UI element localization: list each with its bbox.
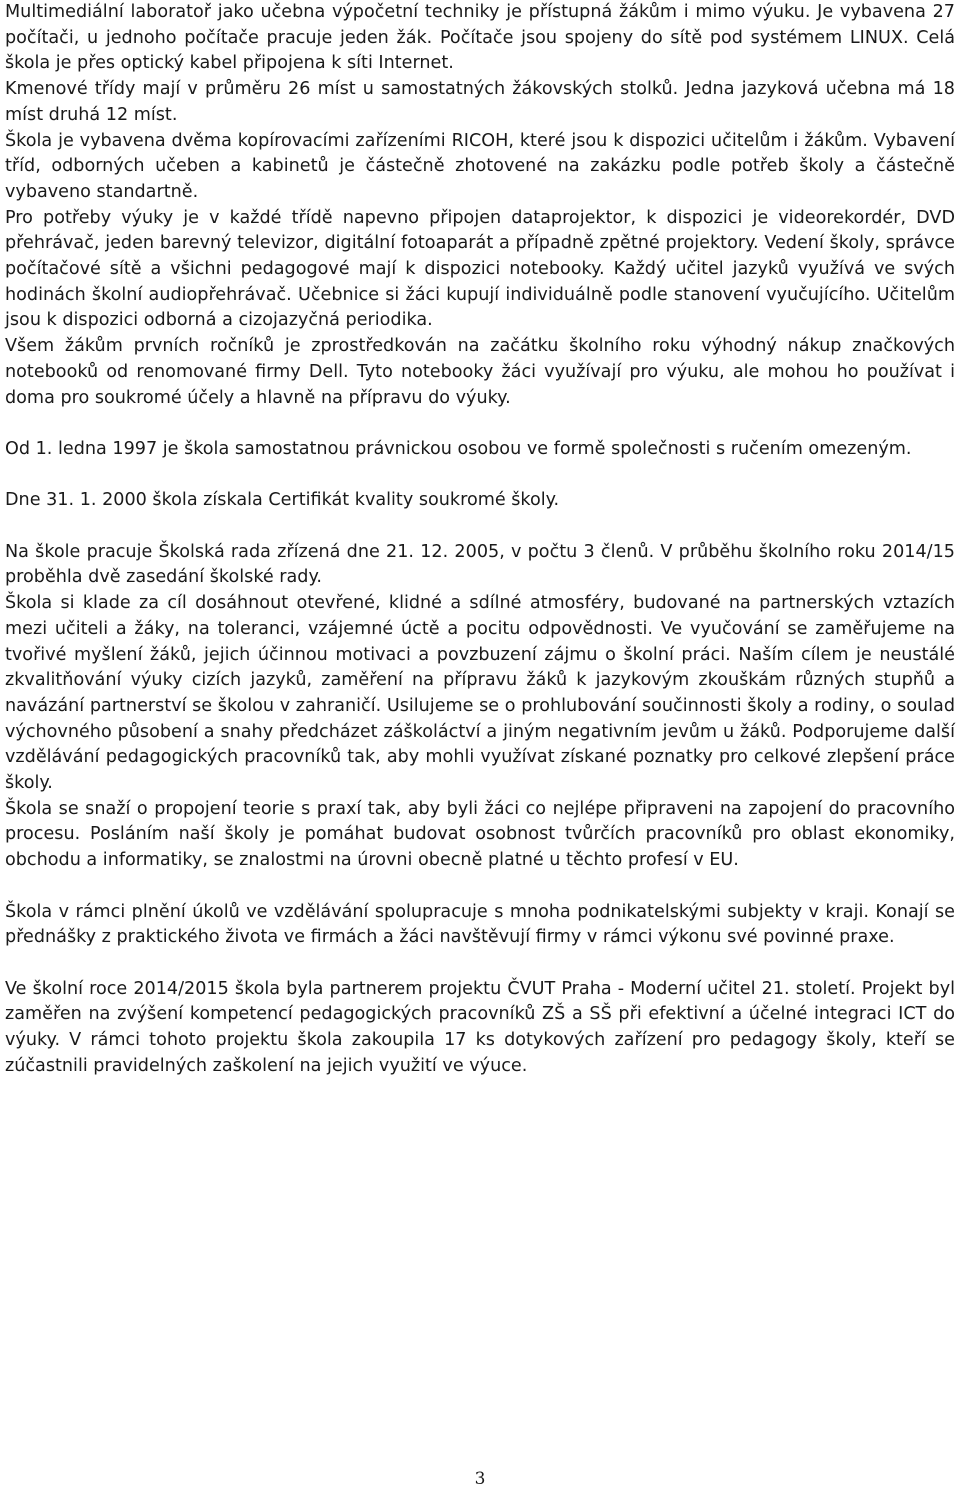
block-school-goals	[5, 591, 955, 874]
paragraph-legal-form: Od 1. ledna 1997 je škola samostatnou právnickou osobou ve formě společnosti s ručením omezeným.	[5, 438, 912, 459]
block-teaching-aids	[5, 206, 955, 412]
paragraph-school-mission: Škola se snaží o propojení teorie s praxí tak, aby byli žáci co nejlépe připraveni na zapojení do pracovního procesu. Posláním naší školy je pomáhat budovat osobnost tvůrčích pracovníků pro oblast ekonomiky, obchodu a informatiky, se znalostmi na úrovni obecně platné u těchto profesí v EU.	[5, 798, 955, 871]
block-classrooms	[5, 77, 955, 206]
paragraph-school-council: Na škole pracuje Školská rada zřízená dne 21. 12. 2005, v počtu 3 členů. V průběhu školního roku 2014/15 proběhla dvě zasedání školské rady.	[5, 541, 955, 588]
paragraph-cvut-project: Ve školní roce 2014/2015 škola byla partnerem projektu ČVUT Praha - Moderní učitel 21. století. Projekt byl zaměřen na zvýšení kompetencí pedagogických pracovníků ZŠ a SŠ při efektivní a účelné integraci ICT do výuky. V rámci tohoto projektu škola zakoupila 17 ks dotykových zařízení pro pedagogy školy, kteří se zúčastnili pravidelných zaškolení na jejich využití ve výuce.	[5, 978, 955, 1076]
paragraph-school-goals: Škola si klade za cíl dosáhnout otevřené, klidné a sdílné atmosféry, budované na partnerských vztazích mezi učiteli a žáky, na toleranci, vzájemné úctě a pocitu odpovědnosti. Ve vyučování se zaměřujeme na tvořivé myšlení žáků, jejich účinnou motivaci a povzbuzení zájmu o školní práci. Naším cílem je neustálé zkvalitňování výuky cizích jazyků, zaměření na přípravu žáků k jazykovým zkouškám různých stupňů a navázání partnerství se školou v zahraničí. Usilujeme se o prohlubování součinnosti školy a rodiny, o soulad výchovného působení a snahy předcházet záškoláctví a jiným negativním jevům u žáků. Podporujeme další vzdělávání pedagogických pracovníků tak, aby mohli využívat získané poznatky pro celkové zlepšení práce školy.	[5, 593, 955, 794]
paragraph-business-cooperation: Škola v rámci plnění úkolů ve vzdělávání spolupracuje s mnoha podnikatelskými subjekty v kraji. Konají se přednášky z praktického života ve firmách a žáci navštěvují firmy v rámci výkonu své povinné praxe.	[5, 901, 955, 948]
paragraph-computer-lab: Multimediální laboratoř jako učebna výpočetní techniky je přístupná žákům i mimo výuku. Je vybavena 27 počítači, u jednoho počítače pracuje jeden žák. Počítače jsou spojeny do sítě pod systémem LINUX. Celá škola je přes optický kabel připojena k síti Internet.	[5, 2, 955, 74]
page-number: 3	[474, 1469, 486, 1489]
paragraph-certificate: Dne 31. 1. 2000 škola získala Certifikát kvality soukromé školy.	[5, 490, 560, 511]
paragraph-teaching-aids: Pro potřeby výuky je v každé třídě napevno připojen dataprojektor, k dispozici je videorekordér, DVD přehrávač, jeden barevný televizor, digitální fotoaparát a případně zpětné projektory. Vedení školy, správce počítačové sítě a všichni pedagogové mají k dispozici notebooky. Každý učitel jazyků využívá ve svých hodinách školní audiopřehrávač. Učebnice si žáci kupují individuálně podle stanovení vyučujícího. Učitelům jsou k dispozici odborná a cizojazyčná periodika.	[5, 207, 955, 331]
document-page	[5, 0, 955, 1079]
paragraph-equipment: Škola je vybavena dvěma kopírovacími zařízeními RICOH, které jsou k dispozici učitelům i žákům. Vybavení tříd, odborných učeben a kabinetů je částečně zhotovené na zakázku podle potřeb školy a částečně vybaveno standartně.	[5, 130, 955, 202]
paragraph-notebooks: Všem žákům prvních ročníků je zprostředkován na začátku školního roku výhodný nákup značkových notebooků od renomované firmy Dell. Tyto notebooky žáci využívají pro výuku, ale mohou ho používat i doma pro soukromé účely a hlavně na přípravu do výuky.	[5, 336, 955, 408]
paragraph-classrooms: Kmenové třídy mají v průměru 26 míst u samostatných žákovských stolků. Jedna jazyková učebna má 18 míst druhá 12 míst.	[5, 79, 955, 125]
